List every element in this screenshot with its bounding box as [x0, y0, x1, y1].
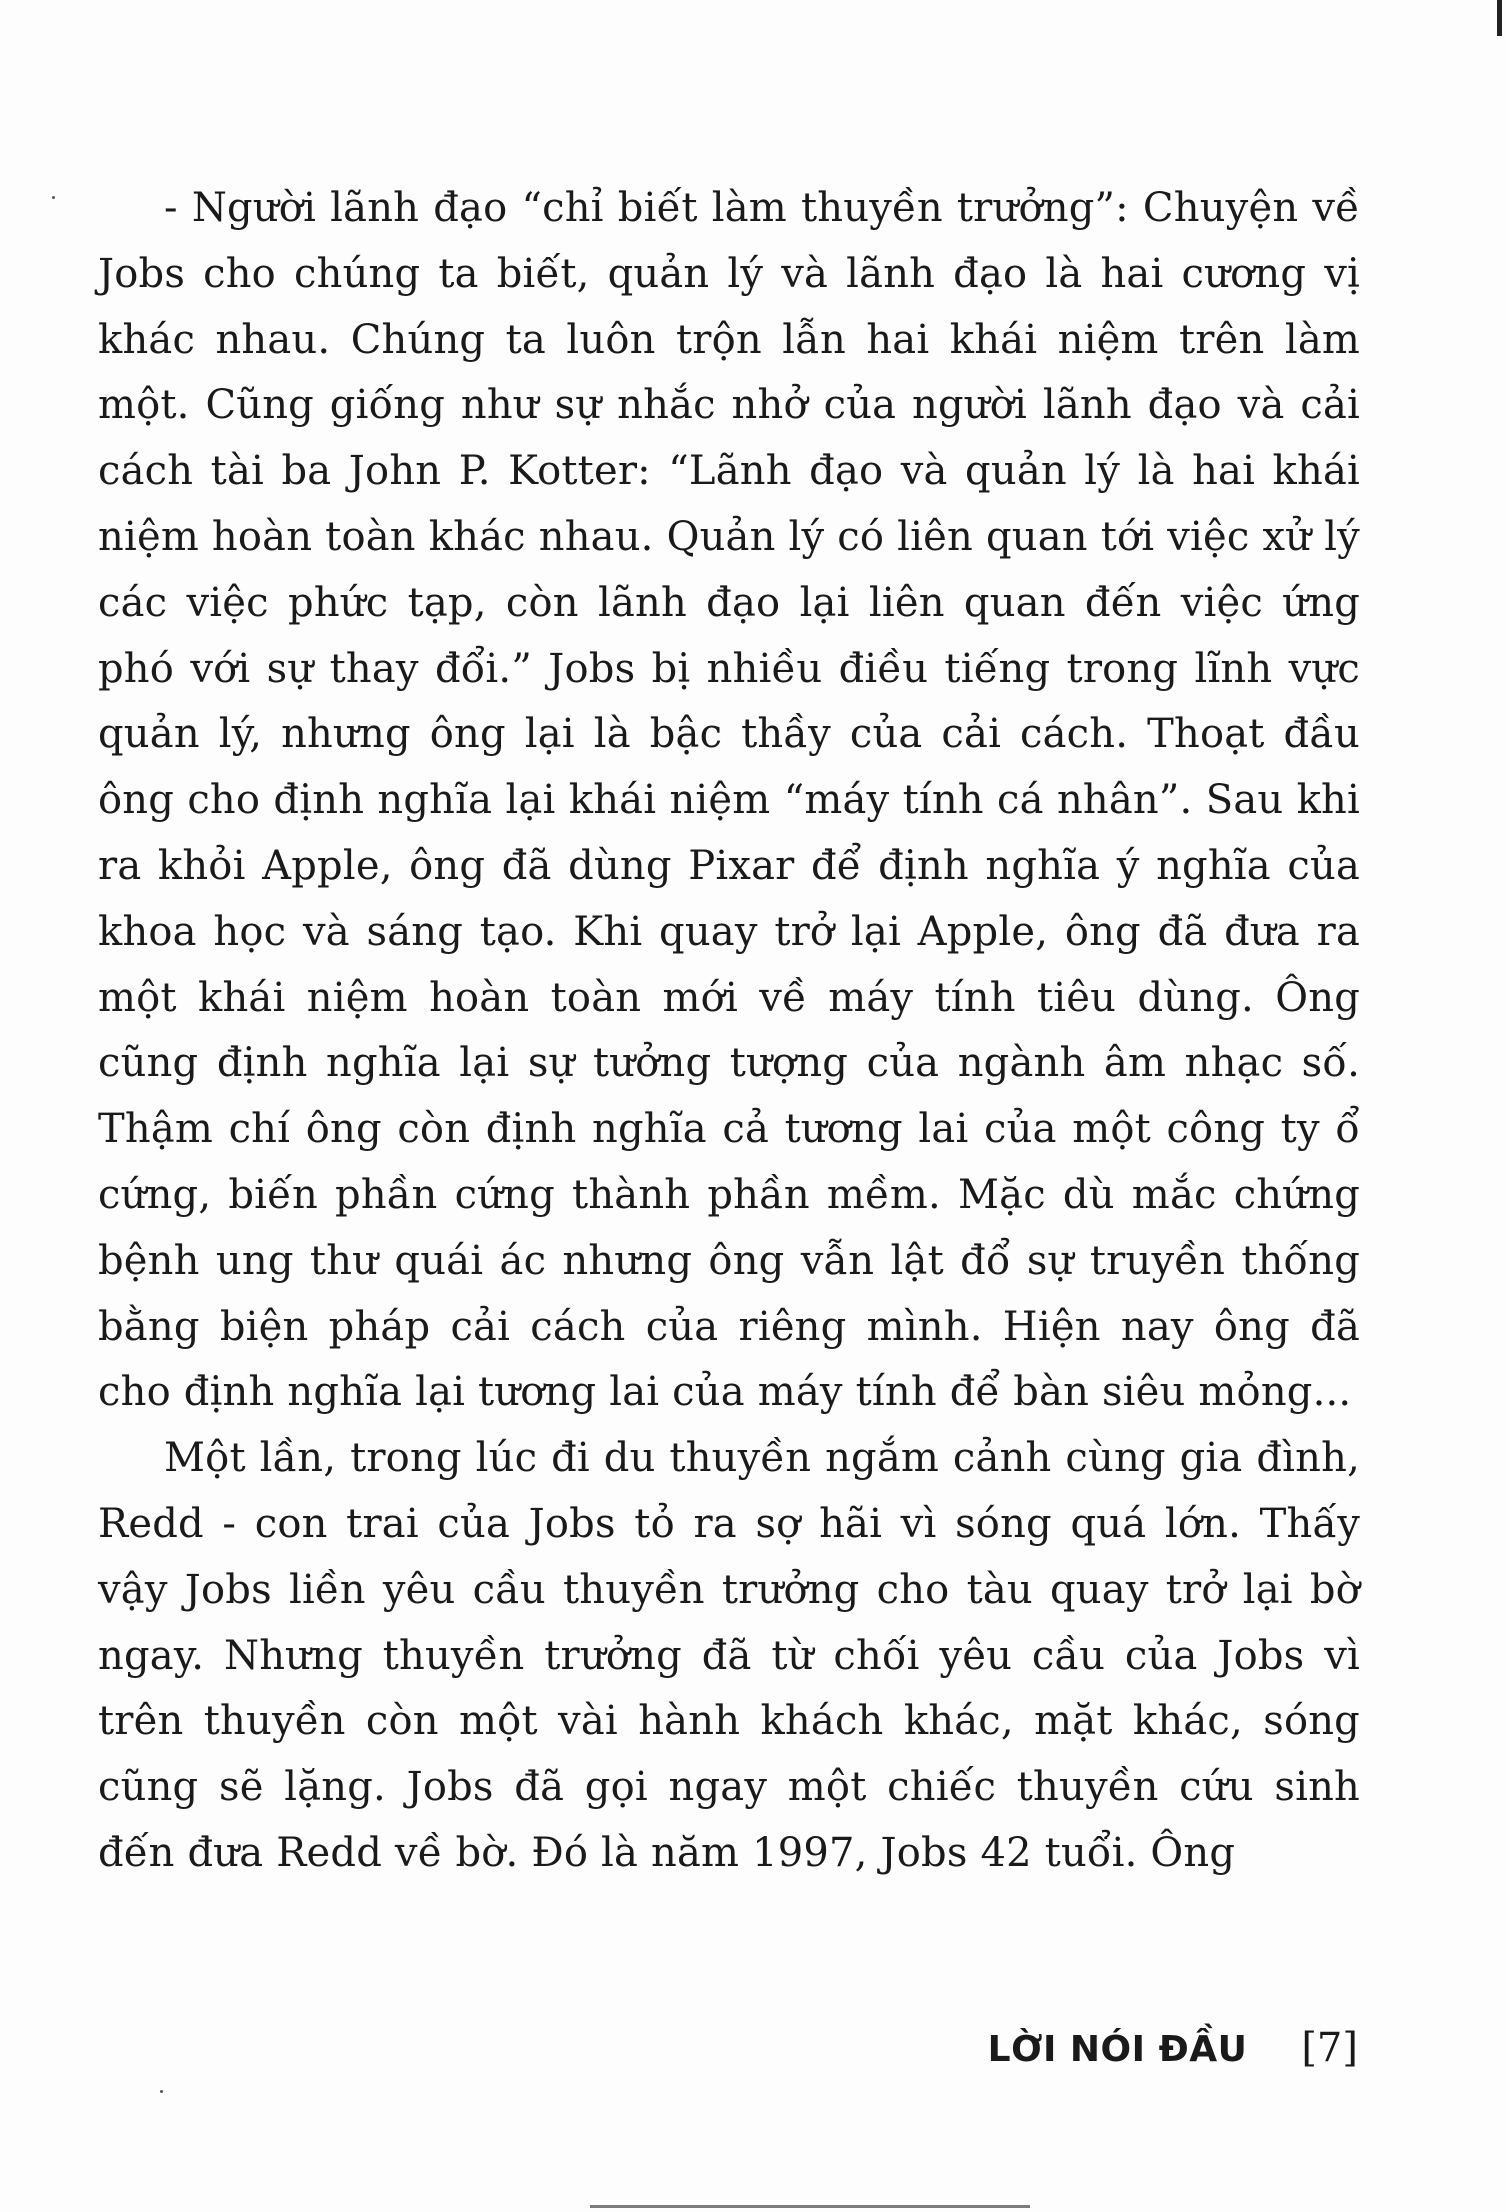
paragraph-leadership: - Người lãnh đạo “chỉ biết làm thuyền trưởng”: Chuyện về Jobs cho chúng ta biết, quản lý và lãnh đạo là hai cương vị khác nhau. Chúng ta luôn trộn lẫn hai khái niệm trên làm một. Cũng giống như sự nhắc nhở của người lãnh đạo và cải cách tài ba John P. Kotter: “Lãnh đạo và quản lý là hai khái niệm hoàn toàn khác nhau. Quản lý có liên quan tới việc xử lý các việc phức tạp, còn lãnh đạo lại liên quan đến việc ứng phó với sự thay đổi.” Jobs bị nhiều điều tiếng trong lĩnh vực quản lý, nhưng ông lại là bậc thầy của cải cách. Thoạt đầu ông cho định nghĩa lại khái niệm “máy tính cá nhân”. Sau khi ra khỏi Apple, ông đã dùng Pixar để định nghĩa ý nghĩa của khoa học và sáng tạo. Khi quay trở lại Apple, ông đã đưa ra một khái niệm hoàn toàn mới về máy tính tiêu dùng. Ông cũng định nghĩa lại sự tưởng tượng của ngành âm nhạc số. Thậm chí ông còn định nghĩa cả tương lai của một công ty ổ cứng, biến phần cứng thành phần mềm. Mặc dù mắc chứng bệnh ung thư quái ác nhưng ông vẫn lật đổ sự truyền thống bằng biện pháp cải cách của riêng mình. Hiện nay ông đã cho định nghĩa lại tương lai của máy tính để bàn siêu mỏng... — [98, 185, 1360, 1416]
scan-speck — [52, 196, 55, 199]
body-text — [98, 176, 1360, 1887]
page-number: [7] — [1301, 2025, 1358, 2071]
scan-speck — [160, 2090, 163, 2093]
running-section-title: LỜI NÓI ĐẦU — [987, 2029, 1248, 2070]
scan-edge-mark — [1497, 0, 1502, 36]
page-footer — [988, 2025, 1358, 2085]
paragraph-boat-trip: Một lần, trong lúc đi du thuyền ngắm cảnh cùng gia đình, Redd - con trai của Jobs tỏ ra sợ hãi vì sóng quá lớn. Thấy vậy Jobs liền yêu cầu thuyền trưởng cho tàu quay trở lại bờ ngay. Nhưng thuyền trưởng đã từ chối yêu cầu của Jobs vì trên thuyền còn một vài hành khách khác, mặt khác, sóng cũng sẽ lặng. Jobs đã gọi ngay một chiếc thuyền cứu sinh đến đưa Redd về bờ. Đó là năm 1997, Jobs 42 tuổi. Ông — [98, 1435, 1360, 1876]
scan-bottom-edge — [590, 2205, 1030, 2208]
